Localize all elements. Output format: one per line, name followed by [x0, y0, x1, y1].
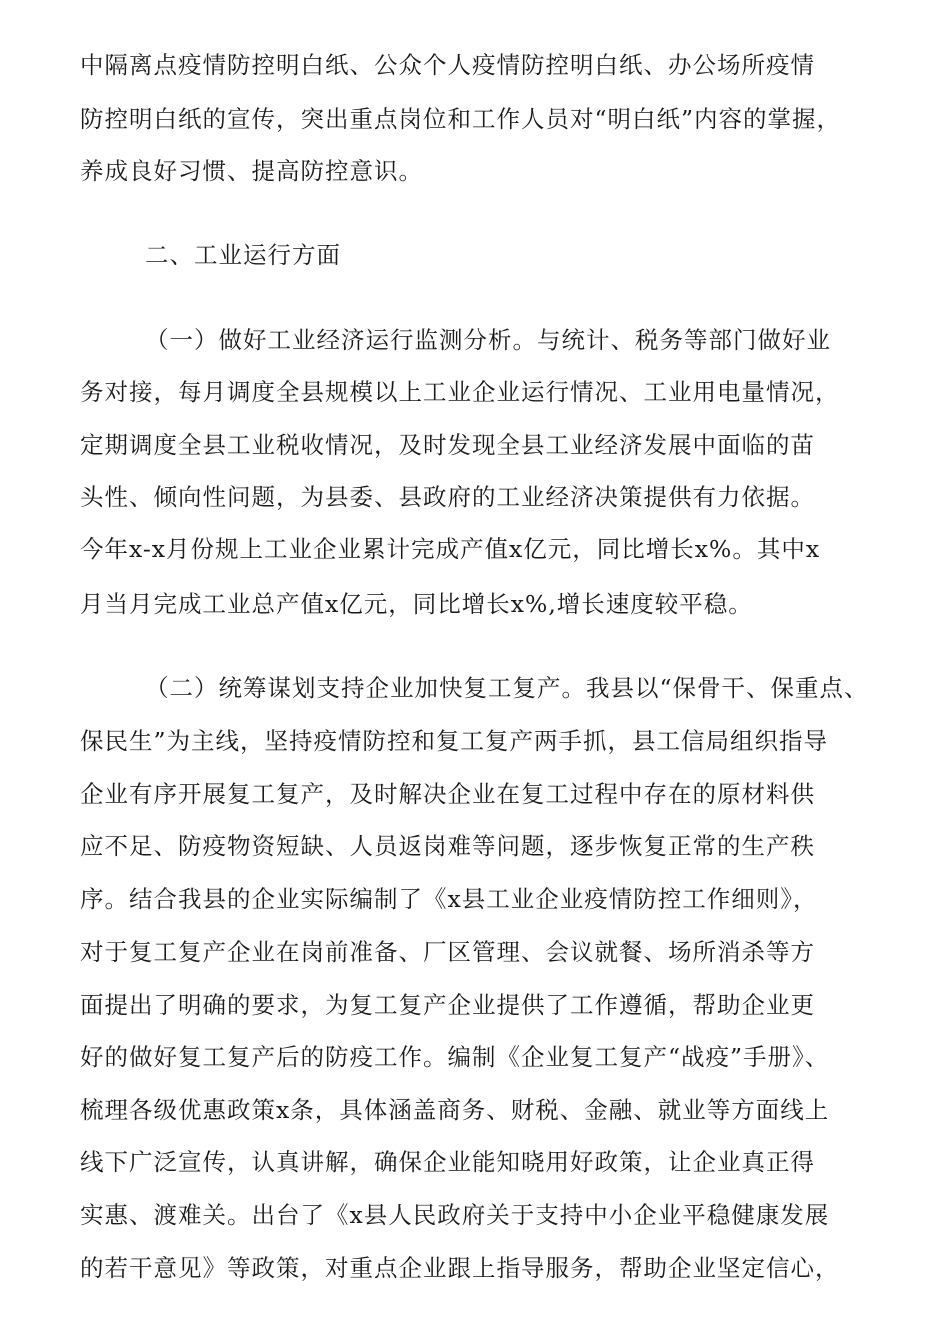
- text-line: 中隔离点疫情防控明白纸、公众个人疫情防控明白纸、办公场所疫情: [80, 51, 815, 79]
- text-line: 实惠、渡难关。出台了《x县人民政府关于支持中小企业平稳健康发展: [80, 1201, 830, 1229]
- text-line: 序。结合我县的企业实际编制了《x县工业企业疫情防控工作细则》，: [80, 885, 818, 913]
- text-line: 线下广泛宣传，认真讲解，确保企业能知晓用好政策，让企业真正得: [80, 1148, 815, 1176]
- text-line: 定期调度全县工业税收情况，及时发现全县工业经济发展中面临的苗: [80, 431, 815, 459]
- text-line: 务对接，每月调度全县规模以上工业企业运行情况、工业用电量情况，: [80, 378, 840, 406]
- text-line: 好的做好复工复产后的防疫工作。编制《企业复工复产“战疫”手册》、: [80, 1043, 830, 1071]
- text-line: 头性、倾向性问题，为县委、县政府的工业经济决策提供有力依据。: [80, 483, 815, 511]
- text-line: 今年x-x月份规上工业企业累计完成产值x亿元，同比增长x%。其中x: [80, 535, 821, 563]
- text-line: 梳理各级优惠政策x条，具体涵盖商务、财税、金融、就业等方面线上: [80, 1096, 830, 1124]
- text-line: 防控明白纸的宣传，突出重点岗位和工作人员对“明白纸”内容的掌握，: [80, 105, 842, 133]
- text-line: 面提出了明确的要求，为复工复产企业提供了工作遵循，帮助企业更: [80, 991, 815, 1019]
- section-heading: 二、工业运行方面: [145, 241, 341, 269]
- text-line: 的若干意见》等政策，对重点企业跟上指导服务，帮助企业坚定信心，: [80, 1254, 840, 1282]
- text-line: 月当月完成工业总产值x亿元，同比增长x%,增长速度较平稳。: [80, 590, 753, 618]
- text-line: 保民生”为主线，坚持疫情防控和复工复产两手抓，县工信局组织指导: [80, 727, 829, 755]
- text-line: 养成良好习惯、提高防控意识。: [80, 157, 423, 185]
- text-line: 企业有序开展复工复产，及时解决企业在复工过程中存在的原材料供: [80, 780, 815, 808]
- text-line: （一）做好工业经济运行监测分析。与统计、税务等部门做好业: [145, 326, 831, 354]
- text-line: 对于复工复产企业在岗前准备、厂区管理、会议就餐、场所消杀等方: [80, 938, 815, 966]
- text-line: （二）统筹谋划支持企业加快复工复产。我县以“保骨干、保重点、: [145, 674, 869, 702]
- text-line: 应不足、防疫物资短缺、人员返岗难等问题，逐步恢复正常的生产秩: [80, 832, 815, 860]
